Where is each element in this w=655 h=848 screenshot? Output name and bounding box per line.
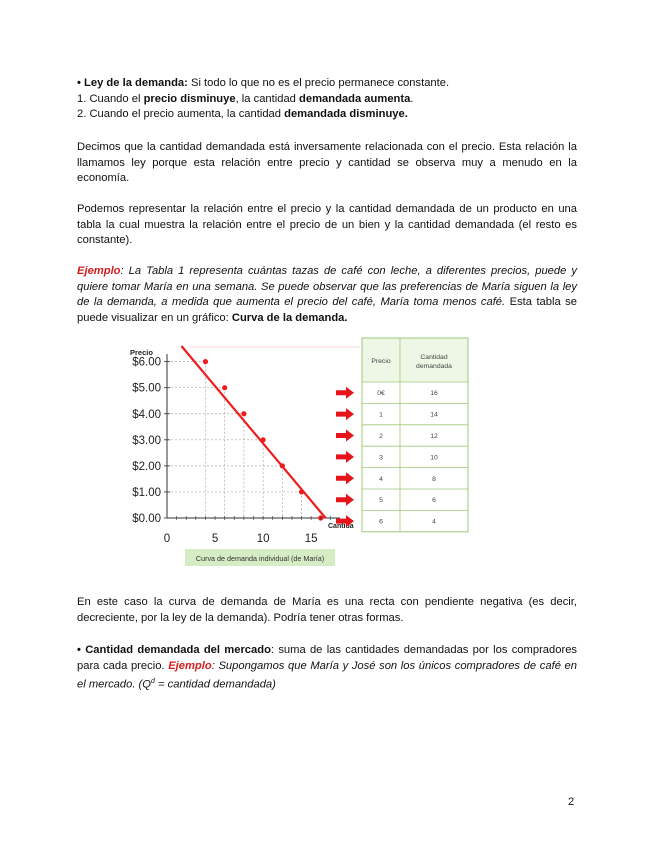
arrow-icon-0 xyxy=(336,387,354,399)
law-of-demand-paragraph xyxy=(77,76,577,123)
data-point-0 xyxy=(203,359,208,364)
table-cell-price-5: 5 xyxy=(379,497,383,505)
table-cell-qty-0: 16 xyxy=(430,390,438,398)
y-tick-label-2: $2.00 xyxy=(132,460,161,473)
bullet: • xyxy=(77,77,81,89)
law-title: Ley de la demanda: xyxy=(84,77,188,89)
table-cell-qty-2: 12 xyxy=(430,433,438,440)
law-line-2: 2. Cuando el precio aumenta, la cantidad demandada disminuye. xyxy=(77,108,408,120)
law-condition: Si todo lo que no es el precio permanece constante. xyxy=(187,77,450,89)
law-title-line xyxy=(77,76,577,92)
table-header-quantity-2: demandada xyxy=(416,363,452,370)
x-tick-label-0: 0 xyxy=(163,533,171,545)
arrow-icon-3 xyxy=(336,451,354,463)
row-arrows xyxy=(336,387,354,527)
demand-chart xyxy=(110,335,610,575)
table-header-price: Precio xyxy=(371,358,391,365)
y-tick-label-0: $0.00 xyxy=(132,513,161,525)
x-tick-label-3: 15 xyxy=(304,533,318,545)
x-tick-label-2: 10 xyxy=(256,533,270,545)
market-demand-paragraph: • Cantidad demandada del mercado: suma de las cantidades demandadas por los compradores para cada precio. Ejemplo: Supongamos que María y José son los únicos compradores de café en el mercado. ($Q^d$ = cantidad demandada) xyxy=(77,644,578,691)
curve-shape-paragraph: En este caso la curva de demanda de María es una recta con pendiente negativa (es decir, decreciente, por la ley de la demanda). Podría tener otras formas. xyxy=(77,596,577,624)
table-cell-price-0: 0€ xyxy=(377,390,385,398)
example-text: : La Tabla 1 representa cuántas tazas de café con leche, a diferentes precios, puede y quiere tomar María en una semana. Se puede observar que las preferencias de María siguen la ley de la demanda, a medida que aumenta el precio del café, María toma menos café. xyxy=(77,265,577,308)
chart-axes xyxy=(130,348,354,530)
y-tick-label-5: $5.00 xyxy=(132,382,161,395)
y-tick-label-1: $1.00 xyxy=(132,486,161,499)
data-point-1 xyxy=(222,385,227,390)
demand-table xyxy=(362,338,468,532)
market-demand-title: Cantidad demandada del mercado xyxy=(85,644,271,656)
arrow-icon-5 xyxy=(336,494,354,506)
table-cell-qty-1: 14 xyxy=(430,411,438,419)
table-cell-price-3: 3 xyxy=(379,454,383,462)
chart-caption: Curva de demanda individual (de María) xyxy=(195,554,325,563)
example-paragraph: Ejemplo: La Tabla 1 representa cuántas tazas de café con leche, a diferentes precios, puede y quiere tomar María en una semana. Se puede observar que las preferencias de María siguen la ley de la demanda, a medida que aumenta el precio del café, María toma menos café. Esta tabla se puede visualizar en un gráfico: Curva de la demanda. xyxy=(77,265,577,324)
example-label: Ejemplo xyxy=(77,265,121,277)
data-point-3 xyxy=(261,437,266,442)
table-cell-qty-4: 8 xyxy=(432,475,436,483)
y-axis-label: Precio xyxy=(130,348,153,357)
arrow-icon-2 xyxy=(336,430,354,442)
table-cell-price-4: 4 xyxy=(379,475,383,483)
table-cell-qty-3: 10 xyxy=(430,454,438,462)
table-cell-price-1: 1 xyxy=(379,411,383,419)
y-tick-label-4: $4.00 xyxy=(132,408,161,421)
example-label-2: Ejemplo xyxy=(168,659,212,672)
chart-grid xyxy=(167,362,321,518)
data-point-4 xyxy=(280,463,285,468)
y-tick-label-3: $3.00 xyxy=(132,434,161,447)
data-point-2 xyxy=(241,411,246,416)
arrow-icon-4 xyxy=(336,472,354,484)
table-cell-qty-6: 4 xyxy=(432,518,436,526)
table-cell-price-6: 6 xyxy=(379,518,383,526)
table-cell-qty-5: 6 xyxy=(432,497,436,505)
data-point-5 xyxy=(299,489,304,494)
demand-curve-title: Curva de la demanda. xyxy=(231,311,348,324)
table-cell-price-2: 2 xyxy=(379,433,383,440)
law-line-1: 1. Cuando el precio disminuye, la cantidad demandada aumenta. xyxy=(77,92,414,105)
page-number: 2 xyxy=(568,796,575,808)
table-header-quantity-1: Cantidad xyxy=(420,354,448,361)
x-axis-label: Cantida xyxy=(328,523,354,530)
y-tick-label-6: $6.00 xyxy=(132,356,161,369)
arrow-icon-1 xyxy=(336,408,354,420)
chart-ticks xyxy=(132,357,330,545)
table-representation-paragraph: Podemos representar la relación entre el precio y la cantidad demandada de un producto en una tabla la cual muestra la relación entre el precio de un bien y la cantidad demandada (el resto es constante). xyxy=(77,203,577,246)
inverse-relation-paragraph: Decimos que la cantidad demandada está inversamente relacionada con el precio. Esta relación la llamamos ley porque esta relación entre precio y cantidad se observa muy a menudo en la economía. xyxy=(77,141,577,184)
x-tick-label-1: 5 xyxy=(211,533,219,545)
